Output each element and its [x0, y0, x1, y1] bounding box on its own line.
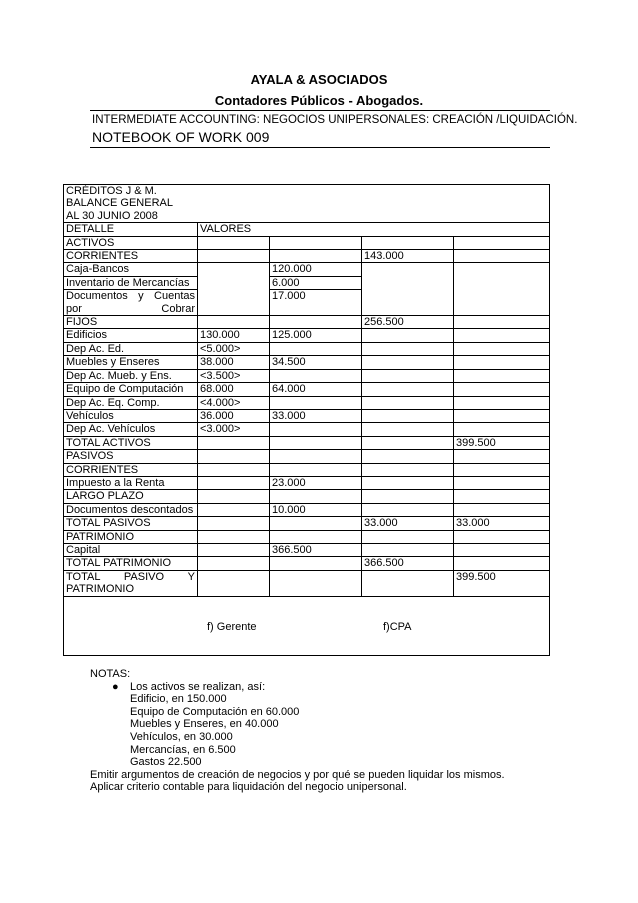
row-label: Documentos descontados	[64, 503, 198, 516]
row-value: 130.000	[198, 329, 270, 342]
table-row	[64, 543, 550, 556]
row-label: CORRIENTES	[64, 463, 198, 476]
bullet-text: Los activos se realizan, así:	[130, 680, 266, 693]
notes-section	[90, 668, 505, 794]
row-label: Edificios	[64, 329, 198, 342]
notes-line-2: Aplicar criterio contable para liquidación del negocio unipersonal.	[90, 781, 407, 794]
row-value: 10.000	[270, 503, 362, 516]
notes-title: NOTAS:	[90, 668, 131, 680]
row-value: 33.000	[270, 409, 362, 422]
table-row	[64, 276, 550, 289]
row-value: <3.500>	[198, 369, 270, 382]
row-value: 23.000	[270, 476, 362, 489]
row-label: Dep Ac. Vehículos	[64, 423, 198, 436]
row-label: LARGO PLAZO	[64, 490, 198, 503]
table-header-row	[64, 185, 550, 223]
table-row	[64, 383, 550, 396]
table-row	[64, 436, 550, 449]
table-row	[64, 476, 550, 489]
table-row	[64, 463, 550, 476]
row-value: 120.000	[270, 263, 362, 276]
row-value: 256.500	[362, 316, 454, 329]
notes-item: Gastos 22.500	[130, 756, 202, 769]
signature-gerente: f) Gerente	[207, 620, 257, 633]
company-name: CRÉDITOS J & M.	[66, 185, 157, 197]
row-label: TOTAL ACTIVOS	[64, 436, 198, 449]
row-label: Caja-Bancos	[64, 263, 198, 276]
notes-item: Mercancías, en 6.500	[130, 743, 236, 756]
row-value: 125.000	[270, 329, 362, 342]
table-row	[64, 290, 550, 316]
row-label: TOTAL PATRIMONIO	[64, 557, 198, 570]
notebook-title: NOTEBOOK OF WORK 009	[92, 129, 270, 145]
row-label: Inventario de Mercancías	[64, 276, 198, 289]
statement-title: BALANCE GENERAL	[66, 197, 173, 210]
row-label: Documentos y Cuentas por Cobrar	[64, 290, 198, 316]
row-value: 36.000	[198, 409, 270, 422]
row-label: FIJOS	[64, 316, 198, 329]
row-label: Impuesto a la Renta	[64, 476, 198, 489]
signature-cell	[64, 596, 550, 655]
signature-cpa: f)CPA	[383, 620, 412, 633]
bullet-icon: ●	[112, 680, 119, 693]
table-row	[64, 490, 550, 503]
table-row	[64, 517, 550, 530]
row-label: Muebles y Enseres	[64, 356, 198, 369]
row-label: Dep Ac. Ed.	[64, 342, 198, 355]
notes-line-1: Emitir argumentos de creación de negocios y por qué se pueden liquidar los mismos.	[90, 768, 505, 781]
table-row	[64, 503, 550, 516]
row-label: ACTIVOS	[64, 236, 198, 249]
row-value: 399.500	[454, 436, 550, 449]
statement-date: AL 30 JUNIO 2008	[66, 209, 158, 222]
table-row	[64, 250, 550, 263]
table-row	[64, 557, 550, 570]
row-label: PATRIMONIO	[64, 530, 198, 543]
balance-sheet-table	[63, 184, 550, 656]
table-row	[64, 570, 550, 596]
notes-item: Equipo de Computación en 60.000	[130, 705, 300, 718]
notes-item: Muebles y Enseres, en 40.000	[130, 718, 279, 731]
row-value: 64.000	[270, 383, 362, 396]
row-label: Dep Ac. Mueb. y Ens.	[64, 369, 198, 382]
course-title: INTERMEDIATE ACCOUNTING: NEGOCIOS UNIPERSONALES: CREACIÓN /LIQUIDACIÓN.	[92, 114, 578, 126]
firm-name: AYALA & ASOCIADOS	[250, 72, 388, 87]
notes-item: Vehículos, en 30.000	[130, 730, 233, 743]
row-value: 33.000	[362, 517, 454, 530]
row-value: 34.500	[270, 356, 362, 369]
signature-row	[64, 596, 550, 655]
row-value: <4.000>	[198, 396, 270, 409]
row-value: <3.000>	[198, 423, 270, 436]
table-row	[64, 396, 550, 409]
table-row	[64, 450, 550, 463]
row-value: 366.500	[362, 557, 454, 570]
row-label: Vehículos	[64, 409, 198, 422]
row-value: 366.500	[270, 543, 362, 556]
col-detalle: DETALLE	[64, 223, 198, 236]
firm-subtitle: Contadores Públicos - Abogados.	[214, 93, 424, 108]
row-value: 399.500	[454, 570, 550, 596]
table-row	[64, 369, 550, 382]
header-rule-top	[90, 110, 550, 111]
table-row	[64, 263, 550, 276]
table-row	[64, 356, 550, 369]
notes-bullet	[90, 681, 505, 694]
row-value: 38.000	[198, 356, 270, 369]
row-value: 6.000	[270, 276, 362, 289]
col-valores: VALORES	[198, 223, 550, 236]
header-rule-bottom	[90, 147, 550, 148]
row-value: <5.000>	[198, 342, 270, 355]
notes-item: Edificio, en 150.000	[130, 693, 227, 706]
row-label: PASIVOS	[64, 450, 198, 463]
row-label: CORRIENTES	[64, 250, 198, 263]
table-row	[64, 329, 550, 342]
row-label: Dep Ac. Eq. Comp.	[64, 396, 198, 409]
table-row	[64, 342, 550, 355]
row-label: Equipo de Computación	[64, 383, 198, 396]
table-row	[64, 530, 550, 543]
table-row	[64, 223, 550, 236]
row-value: 143.000	[362, 250, 454, 263]
row-value: 68.000	[198, 383, 270, 396]
table-row	[64, 423, 550, 436]
row-label: Capital	[64, 543, 198, 556]
row-value: 33.000	[454, 517, 550, 530]
table-row	[64, 409, 550, 422]
row-value: 17.000	[270, 290, 362, 316]
table-row	[64, 316, 550, 329]
row-label: TOTAL PASIVOS	[64, 517, 198, 530]
table-row	[64, 236, 550, 249]
row-label: TOTAL PASIVO Y PATRIMONIO	[64, 570, 198, 596]
table-heading-cell	[64, 185, 550, 223]
